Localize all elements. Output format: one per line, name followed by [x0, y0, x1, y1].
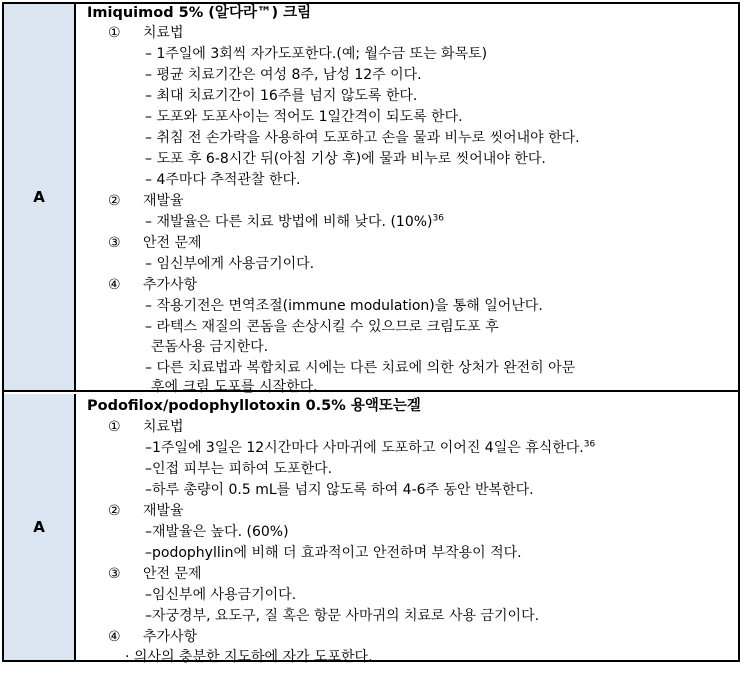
- grade-cell: A: [4, 4, 76, 390]
- list-item: –자궁경부, 요도구, 질 혹은 항문 사마귀의 치료로 사용 금기이다.: [145, 608, 540, 624]
- section-heading-label: 재발율: [143, 193, 184, 209]
- list-item: – 1주일에 3회씩 자가도포한다.(예; 월수금 또는 화목토): [145, 46, 488, 62]
- section-heading-label: 추가사항: [143, 629, 198, 645]
- content-cell: [78, 394, 738, 665]
- list-item: –임신부에 사용금기이다.: [145, 587, 297, 603]
- section-heading-label: 치료법: [143, 25, 184, 41]
- list-item: –podophyllin에 비해 더 효과적이고 안전하며 부작용이 적다.: [145, 545, 522, 561]
- section-heading: [108, 191, 184, 211]
- section-heading: [108, 23, 184, 43]
- list-item-text: –1주일에 3일은 12시간마다 사마귀에 도포하고 이어진 4일은 휴식한다.: [145, 440, 584, 456]
- list-item: – 다른 치료법과 복합치료 시에는 다른 치료에 의한 상처가 완전히 아문: [145, 360, 576, 376]
- list-item: · 의사의 충분한 지도하에 자가 도포한다.: [125, 649, 373, 665]
- list-item-continuation: 후에 크림 도포를 시작한다.: [151, 379, 318, 395]
- drug-title: Podofilox/podophyllotoxin 0.5% 용액또는겔: [87, 398, 421, 414]
- reference-number: 36: [432, 213, 444, 224]
- section-marker: ①: [108, 25, 121, 41]
- list-item: – 라텍스 재질의 콘돔을 손상시킬 수 있으므로 크림도포 후: [145, 319, 499, 335]
- recommendation-table: [2, 2, 740, 665]
- section-marker: ②: [108, 193, 121, 209]
- section-heading: [108, 627, 197, 647]
- list-item: – 도포 후 6-8시간 뒤(아침 기상 후)에 물과 비누로 씻어내야 한다.: [145, 151, 546, 167]
- section-marker: ①: [108, 419, 121, 435]
- list-item: – 최대 치료기간이 16주를 넘지 않도록 한다.: [145, 88, 418, 104]
- list-item: –재발율은 높다. (60%): [145, 524, 289, 540]
- section-heading-label: 안전 문제: [143, 566, 202, 582]
- list-item: – 취침 전 손가락을 사용하여 도포하고 손을 물과 비누로 씻어내야 한다.: [145, 130, 580, 146]
- section-heading: [108, 564, 202, 584]
- drug-title: Imiquimod 5% (알다라™) 크림: [87, 5, 312, 21]
- content-cell: [78, 4, 738, 395]
- section-heading: [108, 233, 202, 253]
- section-heading: [108, 275, 197, 295]
- section-marker: ③: [108, 235, 121, 251]
- list-item: – 4주마다 추적관찰 한다.: [145, 172, 301, 188]
- list-item: – 도포와 도포사이는 적어도 1일간격이 되도록 한다.: [145, 109, 463, 125]
- section-marker: ④: [108, 277, 121, 293]
- list-item: –인접 피부는 피하여 도포한다.: [145, 461, 333, 477]
- section-heading-label: 안전 문제: [143, 235, 202, 251]
- section-marker: ②: [108, 503, 121, 519]
- section-heading-label: 치료법: [143, 419, 184, 435]
- list-item: – 임신부에게 사용금기이다.: [145, 256, 315, 272]
- section-heading-label: 추가사항: [143, 277, 198, 293]
- table-row: [4, 4, 738, 395]
- list-item: – 작용기전은 면역조절(immune modulation)을 통해 일어난다.: [145, 298, 543, 314]
- grade-cell: A: [4, 394, 76, 660]
- list-item: – 평균 치료기간은 여성 8주, 남성 12주 이다.: [145, 67, 422, 83]
- section-heading: [108, 417, 184, 437]
- list-item: –하루 총량이 0.5 mL를 넘지 않도록 하여 4-6주 동안 반복한다.: [145, 482, 534, 498]
- section-marker: ③: [108, 566, 121, 582]
- section-marker: ④: [108, 629, 121, 645]
- reference-number: 36: [583, 439, 596, 450]
- list-item-text: – 재발율은 다른 치료 방법에 비해 낮다. (10%): [145, 214, 433, 230]
- list-item-continuation: 콘돔사용 금지한다.: [151, 339, 269, 355]
- section-heading: [108, 501, 184, 521]
- list-item: [145, 212, 444, 232]
- list-item: [145, 438, 595, 458]
- table-row: [4, 394, 738, 665]
- section-heading-label: 재발율: [143, 503, 184, 519]
